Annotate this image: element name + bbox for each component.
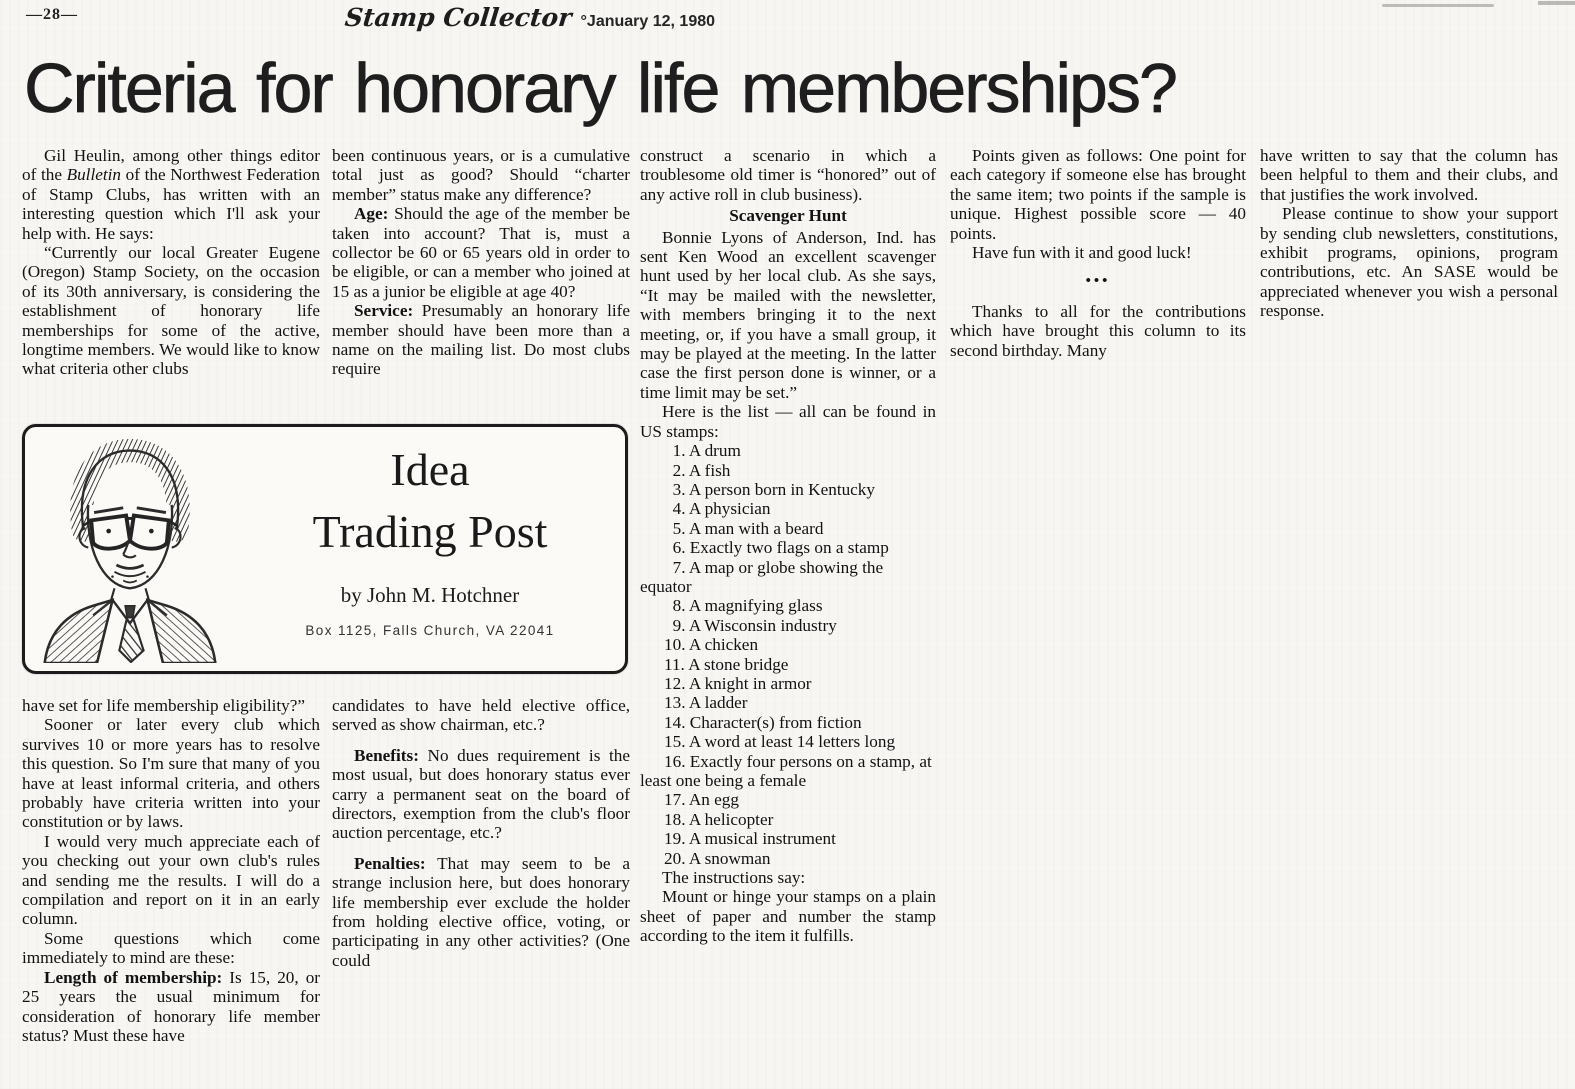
paragraph: Please continue to show your support by sending club newsletters, constitutions, exhibit programs, opinions, program contributions, etc. An SASE would be appreciated whenever you wish a personal response. [1260,204,1558,321]
scavenger-list-item: 8. A magnifying glass [664,596,823,616]
scavenger-hunt-list [640,441,936,868]
paragraph: Bonnie Lyons of Anderson, Ind. has sent Ken Wood an excellent scavenger hunt used by her local club. As she says, “It may be mailed with the newsletter, with members bringing it to the next meeting, or, if you have a small group, it may be played at the meeting. In the latter case the first person done is winner, or a time limit may be set.” [640,227,936,402]
paragraph: Age: Should the age of the member be taken into account? That is, must a collector be 60 or 65 years old in order to be eligible, or can a member who joined at 15 as a junior be eligible at age 40? [332,204,630,301]
paragraph: “Currently our local Greater Eugene (Oregon) Stamp Society, on the occasion of its 30th anniversary, is considering the establishment of honorary life memberships for some of the active, longtime members. We would like to know what criteria other clubs [22,243,320,379]
masthead-title: Stamp Collector [343,3,574,32]
box-title-line2: Trading Post [312,506,548,557]
paragraph: Gil Heulin, among other things editor of the Bulletin of the Northwest Federation of Stamp Clubs, has written with an interesting question which I'll ask your help with. He says: [22,146,320,243]
scan-artifact-line [1538,1,1575,5]
column-1-bottom [22,696,320,1072]
scavenger-list-item: 18. A helicopter [664,809,774,829]
scavenger-list-item: 14. Character(s) from fiction [664,712,862,732]
paragraph: I would very much appreciate each of you checking out your own club's rules and sending me the results. I will do a compilation and report on it in an early column. [22,831,320,929]
scavenger-list-item: 2. A fish [664,460,731,480]
section-separator-dots: ••• [1085,273,1111,290]
paragraph: Thanks to all for the contributions which have brought this column to its second birthday. Many [950,301,1246,360]
paragraph: Points given as follows: One point for each category if someone else has brought the same item; two points if the sample is unique. Highest possible score — 40 points. [950,146,1246,243]
paragraph: Have fun with it and good luck! [972,243,1192,263]
scavenger-list-item: 4. A physician [664,499,771,519]
box-title-line1: Idea [390,444,470,495]
paragraph: Mount or hinge your stamps on a plain sheet of paper and number the stamp according to the item it fulfills. [640,887,936,946]
scavenger-list-item: 19. A musical instrument [664,829,836,849]
scavenger-list-item: 16. Exactly four persons on a stamp, at least one being a female [640,751,932,790]
paragraph: The instructions say: [662,868,806,888]
author-address: Box 1125, Falls Church, VA 22041 [305,623,555,638]
column-2-bottom [332,696,630,1056]
scavenger-hunt-heading: Scavenger Hunt [729,206,847,226]
scavenger-list-item: 15. A word at least 14 letters long [664,732,896,752]
masthead-date: °January 12, 1980 [580,13,716,30]
scavenger-list-item: 9. A Wisconsin industry [664,615,837,635]
article-headline: Criteria for honorary life memberships? [24,49,1176,127]
idea-trading-post-box [22,424,628,674]
column-4 [950,146,1246,360]
paragraph: Service: Presumably an honorary life member should have been more than a name on the mailing list. Do most clubs require [332,301,630,379]
paragraph: been continuous years, or is a cumulative total just as good? Should “charter member” status make any difference? [332,146,630,204]
paragraph: Penalties: That may seem to be a strange inclusion here, but does honorary life membership ever exclude the holder from holding elective office, voting, or participating in any other activities? (One could [332,853,630,970]
paragraph: candidates to have held elective office, served as show chairman, etc.? [332,696,630,735]
scavenger-list-item: 12. A knight in armor [664,673,812,693]
scavenger-list-item: 13. A ladder [664,693,748,713]
paragraph: have set for life membership eligibility?” [22,696,306,715]
page-number: —28— [26,6,78,23]
column-2-top [332,146,630,418]
scavenger-list-item: 3. A person born in Kentucky [664,479,875,499]
scavenger-list-item: 17. An egg [664,790,739,810]
scavenger-list-item: 20. A snowman [664,848,771,868]
scavenger-list-item: 7. A map or globe showing the equator [640,557,884,596]
column-1-top [22,146,320,418]
paragraph: Length of membership: Is 15, 20, or 25 years the usual minimum for consideration of honorary life member status? Must these have [22,967,320,1045]
paragraph: have written to say that the column has been helpful to them and their clubs, and that justifies the work involved. [1260,146,1558,204]
scavenger-list-item: 11. A stone bridge [664,654,789,674]
portrait-wrap [25,427,235,671]
scavenger-list-item: 1. A drum [664,441,741,461]
paragraph: Benefits: No dues requirement is the most usual, but does honorary status ever carry a permanent seat on the board of directors, exemption from the club's floor auction percentage, etc.? [332,745,630,843]
masthead [345,3,715,32]
paragraph: construct a scenario in which a troublesome old timer is “honored” out of any active roll in club business). [640,146,936,204]
scavenger-list-item: 6. Exactly two flags on a stamp [664,538,889,558]
idea-box-text [235,427,625,671]
man-portrait-sketch-icon [30,435,230,663]
column-3 [640,146,936,946]
paragraph: Sooner or later every club which survives 10 or more years has to resolve this question. So I'm sure that many of you have at least informal criteria, and others probably have criteria written into your constitution or by laws. [22,715,320,832]
column-5 [1260,146,1558,321]
byline: by John M. Hotchner [340,583,520,607]
scan-artifact-line [1382,4,1494,7]
scavenger-list-item: 10. A chicken [664,635,759,655]
scavenger-list-item: 5. A man with a beard [664,518,824,538]
paragraph: Some questions which come immediately to mind are these: [22,928,320,968]
paragraph: Here is the list — all can be found in US stamps: [640,402,936,441]
